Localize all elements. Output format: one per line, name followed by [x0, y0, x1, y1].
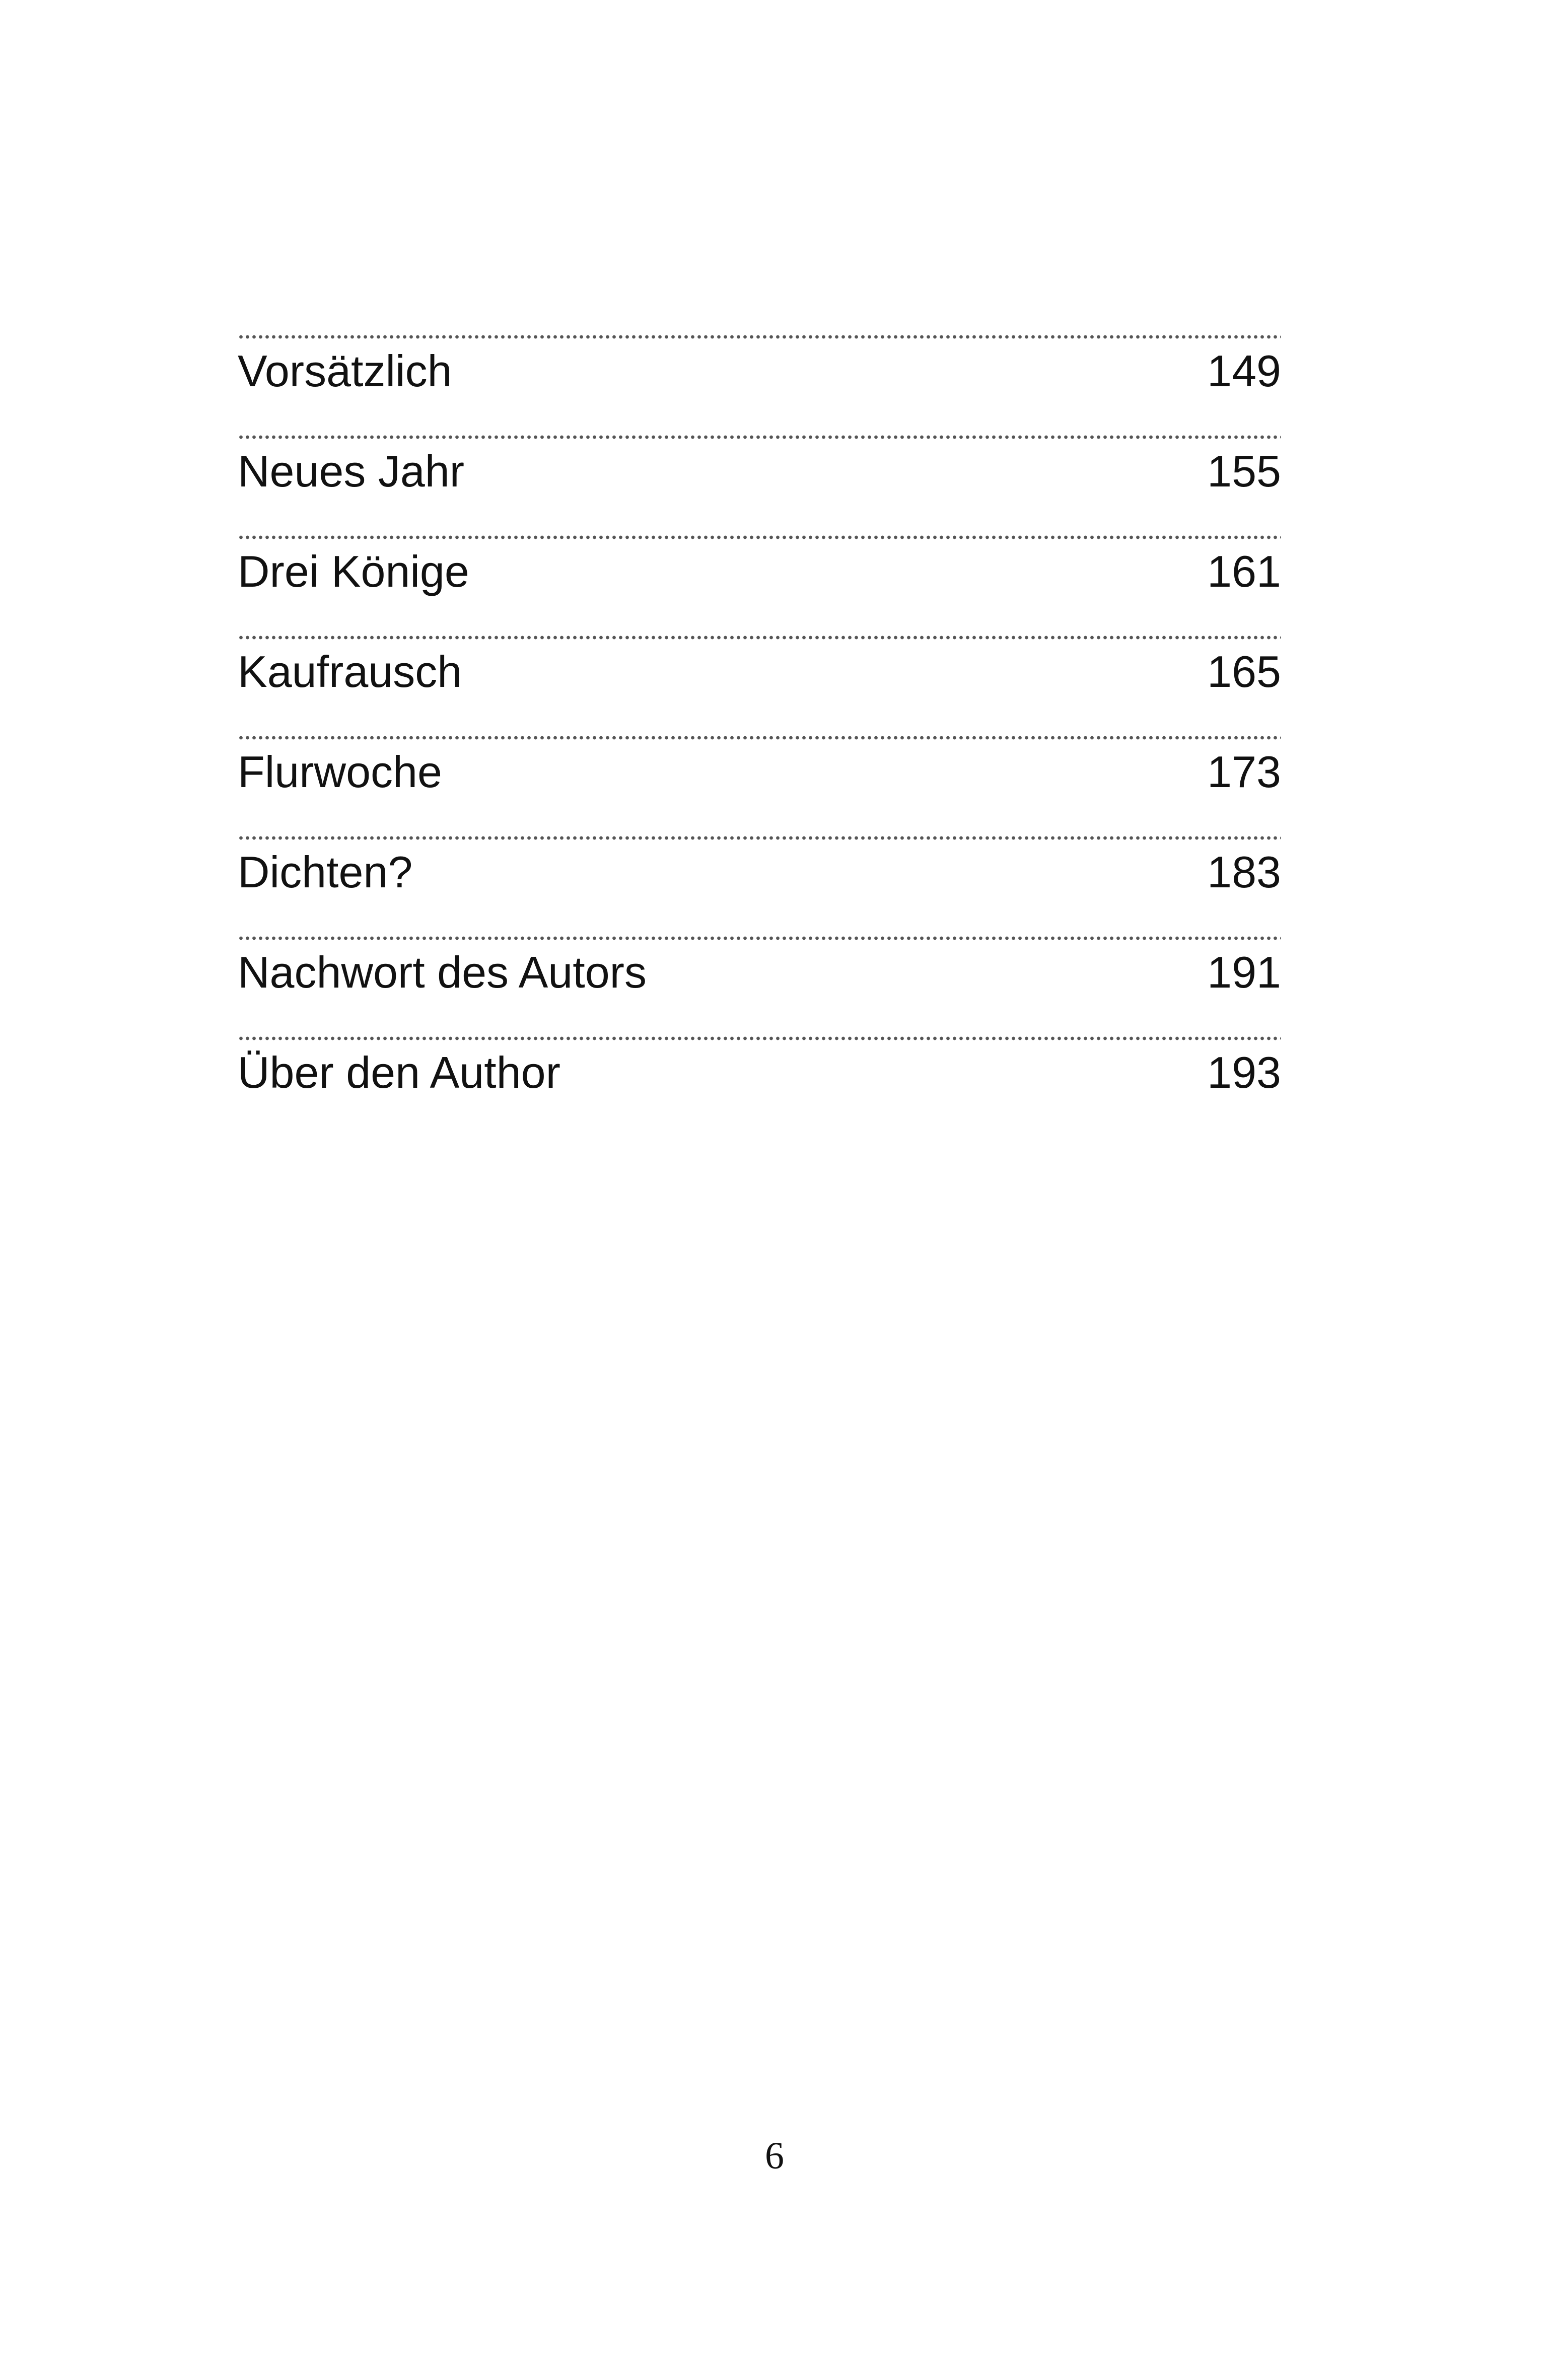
toc-entry [238, 635, 1281, 735]
dotted-leader [238, 735, 1281, 740]
toc-entry [238, 735, 1281, 835]
toc-entry-title: Kaufrausch [238, 647, 462, 696]
toc-entry-page: 149 [1207, 346, 1281, 396]
toc-entry [238, 435, 1281, 535]
toc-entry [238, 835, 1281, 936]
toc-entry-line [238, 945, 1281, 1000]
toc-entry-line [238, 343, 1281, 399]
dotted-leader [238, 835, 1281, 841]
toc-entry [238, 334, 1281, 435]
toc-entry-page: 183 [1207, 847, 1281, 897]
dotted-leader [238, 936, 1281, 941]
toc-entry [238, 936, 1281, 1036]
toc-entry [238, 535, 1281, 635]
page-number: 6 [765, 2135, 784, 2177]
toc-entry-line [238, 845, 1281, 900]
toc-entry-line [238, 544, 1281, 599]
toc-entry-page: 173 [1207, 747, 1281, 797]
toc-entry-title: Drei Könige [238, 546, 469, 596]
toc-entry-line [238, 444, 1281, 499]
dotted-leader [238, 1036, 1281, 1041]
toc-entry-line [238, 644, 1281, 699]
toc-entry-title: Flurwoche [238, 747, 442, 797]
toc-entry-line [238, 744, 1281, 800]
dotted-leader [238, 334, 1281, 339]
toc-entry-page: 193 [1207, 1047, 1281, 1097]
toc-entry-title: Vorsätzlich [238, 346, 452, 396]
toc-entry-title: Nachwort des Autors [238, 947, 647, 997]
toc-entry-title: Neues Jahr [238, 446, 465, 496]
toc-entry-page: 161 [1207, 546, 1281, 596]
toc-entry-title: Über den Author [238, 1047, 560, 1097]
toc-entry-page: 155 [1207, 446, 1281, 496]
dotted-leader [238, 435, 1281, 440]
dotted-leader [238, 635, 1281, 640]
dotted-leader [238, 535, 1281, 540]
toc-entry-page: 165 [1207, 647, 1281, 696]
toc-entry-page: 191 [1207, 947, 1281, 997]
toc-entry [238, 1036, 1281, 1136]
table-of-contents [238, 334, 1281, 1136]
toc-entry-title: Dichten? [238, 847, 413, 897]
toc-entry-line [238, 1045, 1281, 1100]
